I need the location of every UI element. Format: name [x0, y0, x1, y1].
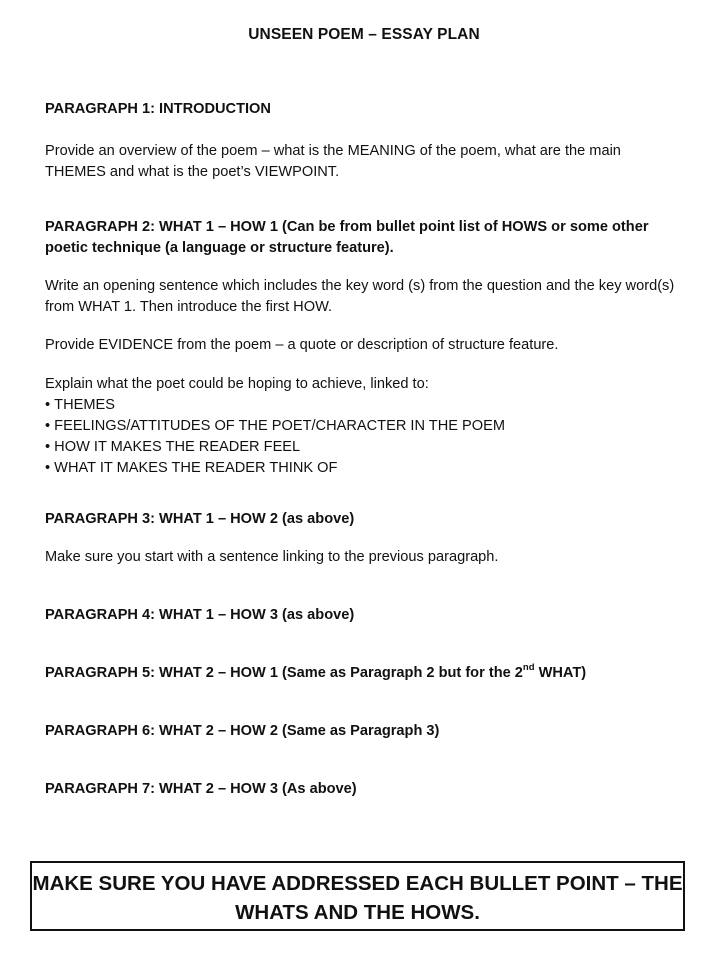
paragraph-4-heading: PARAGRAPH 4: WHAT 1 – HOW 3 (as above) [45, 607, 355, 623]
reminder-callout-box [30, 861, 685, 931]
paragraph-3-heading: PARAGRAPH 3: WHAT 1 – HOW 2 (as above) [45, 511, 355, 527]
paragraph-5-heading [45, 663, 685, 684]
bullet-item: • THEMES [45, 395, 685, 416]
paragraph-2-bullet-list [45, 395, 685, 479]
paragraph-1-body-section [45, 141, 685, 183]
paragraph-3-body: Make sure you start with a sentence linking to the previous paragraph. [45, 549, 499, 565]
paragraph-1-body: Provide an overview of the poem – what is the MEANING of the poem, what are the main THEMES and what is the poet’s VIEWPOINT. [45, 143, 621, 180]
paragraph-1-heading: PARAGRAPH 1: INTRODUCTION [45, 101, 271, 117]
paragraph-7-section [45, 779, 685, 800]
paragraph-2-explain-intro: Explain what the poet could be hoping to achieve, linked to: [45, 376, 429, 392]
bullet-item: • HOW IT MAKES THE READER FEEL [45, 437, 685, 458]
paragraph-2-explain-section [45, 374, 685, 479]
paragraph-7-heading: PARAGRAPH 7: WHAT 2 – HOW 3 (As above) [45, 781, 357, 797]
paragraph-6-heading: PARAGRAPH 6: WHAT 2 – HOW 2 (Same as Paragraph 3) [45, 723, 440, 739]
ordinal-suffix: nd [522, 662, 535, 674]
paragraph-2-evidence-section [45, 335, 685, 356]
reminder-callout-text: MAKE SURE YOU HAVE ADDRESSED EACH BULLET POINT – THE WHATS AND THE HOWS. [32, 872, 683, 924]
paragraph-2-heading: PARAGRAPH 2: WHAT 1 – HOW 1 (Can be from bullet point list of HOWS or some other poetic technique (a language or structure feature). [45, 219, 649, 256]
paragraph-3-body-section [45, 547, 685, 568]
paragraph-5-heading-main: PARAGRAPH 5: WHAT 2 – HOW 1 (Same as Paragraph 2 but for the 2 [45, 665, 523, 681]
bullet-item: • WHAT IT MAKES THE READER THINK OF [45, 458, 685, 479]
paragraph-4-section [45, 605, 685, 626]
paragraph-2-evidence: Provide EVIDENCE from the poem – a quote or description of structure feature. [45, 337, 559, 353]
paragraph-1-section [45, 99, 685, 120]
paragraph-2-opening: Write an opening sentence which includes the key word (s) from the question and the key word(s) from WHAT 1. Then introduce the first HOW. [45, 278, 675, 315]
bullet-item: • FEELINGS/ATTITUDES OF THE POET/CHARACTER IN THE POEM [45, 416, 685, 437]
paragraph-2-opening-section [45, 276, 685, 318]
page-title: UNSEEN POEM – ESSAY PLAN [248, 26, 480, 43]
paragraph-5-section [45, 663, 685, 684]
paragraph-6-section [45, 721, 685, 742]
paragraph-5-heading-tail: WHAT) [534, 665, 587, 681]
paragraph-3-section [45, 509, 685, 530]
paragraph-2-section [45, 217, 695, 259]
